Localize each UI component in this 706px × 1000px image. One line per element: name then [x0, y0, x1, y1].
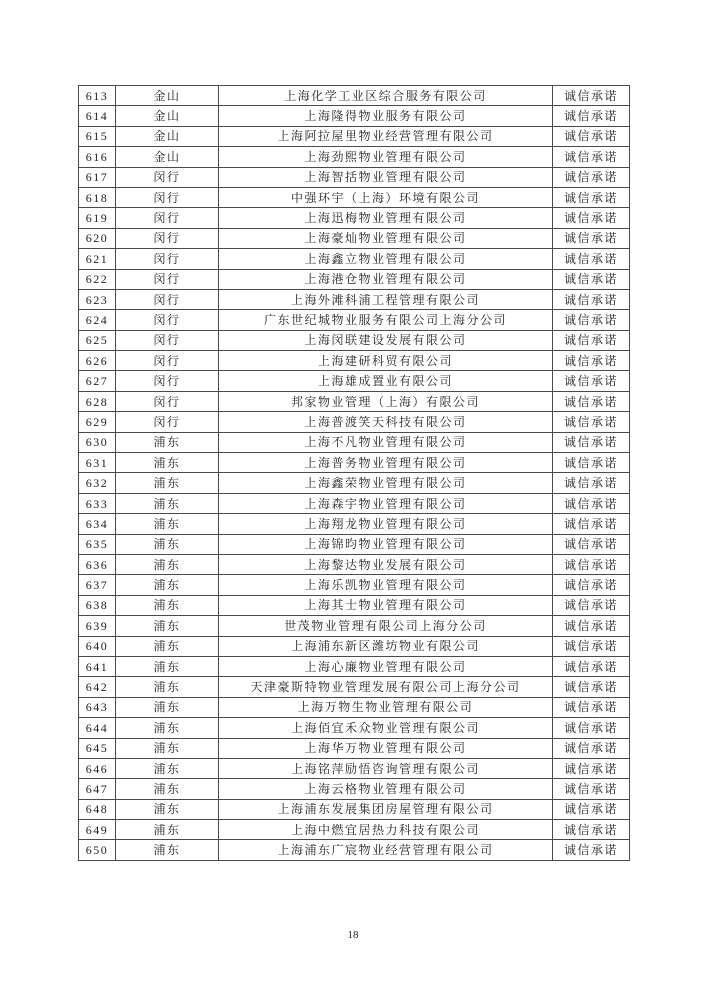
- district-cell: 金山: [116, 126, 219, 146]
- row-number-cell: 640: [79, 636, 116, 656]
- status-cell: 诚信承诺: [553, 656, 630, 676]
- status-cell: 诚信承诺: [553, 228, 630, 248]
- status-cell: 诚信承诺: [553, 187, 630, 207]
- status-cell: 诚信承诺: [553, 126, 630, 146]
- district-cell: 浦东: [116, 677, 219, 697]
- row-number-cell: 639: [79, 616, 116, 636]
- company-name-cell: 上海铭萍励悟咨询管理有限公司: [219, 758, 553, 778]
- table-row: [79, 595, 630, 615]
- row-number-cell: 616: [79, 147, 116, 167]
- district-cell: 浦东: [116, 636, 219, 656]
- company-name-cell: 天津豪斯特物业管理发展有限公司上海分公司: [219, 677, 553, 697]
- district-cell: 浦东: [116, 554, 219, 574]
- company-roster-table: [78, 85, 630, 861]
- district-cell: 闵行: [116, 351, 219, 371]
- district-cell: 闵行: [116, 310, 219, 330]
- company-name-cell: 上海港仓物业管理有限公司: [219, 269, 553, 289]
- district-cell: 闵行: [116, 208, 219, 228]
- table-row: [79, 412, 630, 432]
- status-cell: 诚信承诺: [553, 167, 630, 187]
- row-number-cell: 650: [79, 840, 116, 860]
- table-row: [79, 126, 630, 146]
- table-row: [79, 351, 630, 371]
- district-cell: 闵行: [116, 330, 219, 350]
- row-number-cell: 613: [79, 86, 116, 106]
- table-row: [79, 208, 630, 228]
- table-row: [79, 453, 630, 473]
- company-name-cell: 上海阿拉屋里物业经营管理有限公司: [219, 126, 553, 146]
- row-number-cell: 635: [79, 534, 116, 554]
- row-number-cell: 643: [79, 697, 116, 717]
- row-number-cell: 615: [79, 126, 116, 146]
- table-row: [79, 167, 630, 187]
- table-row: [79, 432, 630, 452]
- company-name-cell: 上海森宇物业管理有限公司: [219, 493, 553, 513]
- company-name-cell: 上海迅梅物业管理有限公司: [219, 208, 553, 228]
- status-cell: 诚信承诺: [553, 208, 630, 228]
- table-row: [79, 330, 630, 350]
- row-number-cell: 634: [79, 514, 116, 534]
- district-cell: 闵行: [116, 371, 219, 391]
- status-cell: 诚信承诺: [553, 269, 630, 289]
- district-cell: 浦东: [116, 534, 219, 554]
- status-cell: 诚信承诺: [553, 595, 630, 615]
- row-number-cell: 637: [79, 575, 116, 595]
- row-number-cell: 630: [79, 432, 116, 452]
- status-cell: 诚信承诺: [553, 636, 630, 656]
- company-name-cell: 上海锦昀物业管理有限公司: [219, 534, 553, 554]
- row-number-cell: 622: [79, 269, 116, 289]
- table-row: [79, 677, 630, 697]
- district-cell: 浦东: [116, 840, 219, 860]
- district-cell: 浦东: [116, 616, 219, 636]
- district-cell: 闵行: [116, 187, 219, 207]
- company-name-cell: 上海中燃宜居热力科技有限公司: [219, 820, 553, 840]
- row-number-cell: 645: [79, 738, 116, 758]
- company-name-cell: 上海隆得物业服务有限公司: [219, 106, 553, 126]
- row-number-cell: 618: [79, 187, 116, 207]
- status-cell: 诚信承诺: [553, 534, 630, 554]
- company-name-cell: 上海普渡笑天科技有限公司: [219, 412, 553, 432]
- row-number-cell: 629: [79, 412, 116, 432]
- company-name-cell: 上海外滩科浦工程管理有限公司: [219, 289, 553, 309]
- status-cell: 诚信承诺: [553, 391, 630, 411]
- table-row: [79, 514, 630, 534]
- status-cell: 诚信承诺: [553, 249, 630, 269]
- status-cell: 诚信承诺: [553, 697, 630, 717]
- district-cell: 浦东: [116, 493, 219, 513]
- district-cell: 浦东: [116, 595, 219, 615]
- status-cell: 诚信承诺: [553, 412, 630, 432]
- district-cell: 浦东: [116, 779, 219, 799]
- district-cell: 闵行: [116, 391, 219, 411]
- status-cell: 诚信承诺: [553, 473, 630, 493]
- page-number: 18: [347, 929, 359, 941]
- row-number-cell: 625: [79, 330, 116, 350]
- district-cell: 浦东: [116, 514, 219, 534]
- company-name-cell: 中强环宇（上海）环境有限公司: [219, 187, 553, 207]
- company-name-cell: 上海不凡物业管理有限公司: [219, 432, 553, 452]
- status-cell: 诚信承诺: [553, 86, 630, 106]
- company-name-cell: 上海其士物业管理有限公司: [219, 595, 553, 615]
- table-row: [79, 758, 630, 778]
- status-cell: 诚信承诺: [553, 779, 630, 799]
- status-cell: 诚信承诺: [553, 493, 630, 513]
- district-cell: 浦东: [116, 820, 219, 840]
- table-row: [79, 249, 630, 269]
- table-row: [79, 636, 630, 656]
- district-cell: 浦东: [116, 718, 219, 738]
- district-cell: 浦东: [116, 758, 219, 778]
- status-cell: 诚信承诺: [553, 738, 630, 758]
- status-cell: 诚信承诺: [553, 820, 630, 840]
- status-cell: 诚信承诺: [553, 330, 630, 350]
- table-row: [79, 554, 630, 574]
- row-number-cell: 626: [79, 351, 116, 371]
- row-number-cell: 623: [79, 289, 116, 309]
- district-cell: 浦东: [116, 575, 219, 595]
- table-row: [79, 493, 630, 513]
- status-cell: 诚信承诺: [553, 840, 630, 860]
- table-row: [79, 575, 630, 595]
- row-number-cell: 633: [79, 493, 116, 513]
- table-row: [79, 310, 630, 330]
- status-cell: 诚信承诺: [553, 677, 630, 697]
- company-name-cell: 上海建研科贸有限公司: [219, 351, 553, 371]
- company-name-cell: 上海闵联建设发展有限公司: [219, 330, 553, 350]
- table-row: [79, 718, 630, 738]
- row-number-cell: 614: [79, 106, 116, 126]
- status-cell: 诚信承诺: [553, 453, 630, 473]
- company-name-cell: 上海黎达物业发展有限公司: [219, 554, 553, 574]
- status-cell: 诚信承诺: [553, 106, 630, 126]
- row-number-cell: 642: [79, 677, 116, 697]
- table-row: [79, 534, 630, 554]
- table-row: [79, 86, 630, 106]
- company-name-cell: 上海万物生物业管理有限公司: [219, 697, 553, 717]
- district-cell: 闵行: [116, 167, 219, 187]
- company-name-cell: 上海心廉物业管理有限公司: [219, 656, 553, 676]
- table-row: [79, 391, 630, 411]
- district-cell: 浦东: [116, 697, 219, 717]
- status-cell: 诚信承诺: [553, 758, 630, 778]
- table-row: [79, 147, 630, 167]
- company-name-cell: 上海浦东新区潍坊物业有限公司: [219, 636, 553, 656]
- company-name-cell: 世茂物业管理有限公司上海分公司: [219, 616, 553, 636]
- district-cell: 金山: [116, 86, 219, 106]
- table-row: [79, 697, 630, 717]
- district-cell: 闵行: [116, 269, 219, 289]
- status-cell: 诚信承诺: [553, 289, 630, 309]
- district-cell: 闵行: [116, 228, 219, 248]
- company-name-cell: 上海浦东广宸物业经营管理有限公司: [219, 840, 553, 860]
- company-name-cell: 上海华万物业管理有限公司: [219, 738, 553, 758]
- status-cell: 诚信承诺: [553, 718, 630, 738]
- row-number-cell: 638: [79, 595, 116, 615]
- table-row: [79, 799, 630, 819]
- district-cell: 闵行: [116, 412, 219, 432]
- row-number-cell: 647: [79, 779, 116, 799]
- company-name-cell: 上海翔龙物业管理有限公司: [219, 514, 553, 534]
- row-number-cell: 646: [79, 758, 116, 778]
- status-cell: 诚信承诺: [553, 351, 630, 371]
- district-cell: 浦东: [116, 799, 219, 819]
- district-cell: 浦东: [116, 432, 219, 452]
- row-number-cell: 627: [79, 371, 116, 391]
- table-row: [79, 289, 630, 309]
- table-body: [79, 86, 630, 861]
- status-cell: 诚信承诺: [553, 799, 630, 819]
- company-name-cell: 上海智括物业管理有限公司: [219, 167, 553, 187]
- table-row: [79, 820, 630, 840]
- company-name-cell: 上海鑫荣物业管理有限公司: [219, 473, 553, 493]
- company-name-cell: 上海豪灿物业管理有限公司: [219, 228, 553, 248]
- row-number-cell: 621: [79, 249, 116, 269]
- company-name-cell: 广东世纪城物业服务有限公司上海分公司: [219, 310, 553, 330]
- district-cell: 金山: [116, 147, 219, 167]
- status-cell: 诚信承诺: [553, 371, 630, 391]
- district-cell: 闵行: [116, 289, 219, 309]
- status-cell: 诚信承诺: [553, 616, 630, 636]
- district-cell: 浦东: [116, 473, 219, 493]
- row-number-cell: 617: [79, 167, 116, 187]
- table-row: [79, 616, 630, 636]
- company-name-cell: 邦家物业管理（上海）有限公司: [219, 391, 553, 411]
- row-number-cell: 632: [79, 473, 116, 493]
- company-name-cell: 上海乐凯物业管理有限公司: [219, 575, 553, 595]
- table-row: [79, 269, 630, 289]
- company-name-cell: 上海浦东发展集团房屋管理有限公司: [219, 799, 553, 819]
- row-number-cell: 631: [79, 453, 116, 473]
- row-number-cell: 620: [79, 228, 116, 248]
- company-name-cell: 上海普务物业管理有限公司: [219, 453, 553, 473]
- district-cell: 浦东: [116, 738, 219, 758]
- row-number-cell: 641: [79, 656, 116, 676]
- company-name-cell: 上海劲熙物业管理有限公司: [219, 147, 553, 167]
- status-cell: 诚信承诺: [553, 514, 630, 534]
- company-name-cell: 上海云格物业管理有限公司: [219, 779, 553, 799]
- table-row: [79, 106, 630, 126]
- table-row: [79, 473, 630, 493]
- status-cell: 诚信承诺: [553, 310, 630, 330]
- status-cell: 诚信承诺: [553, 147, 630, 167]
- status-cell: 诚信承诺: [553, 554, 630, 574]
- row-number-cell: 648: [79, 799, 116, 819]
- row-number-cell: 644: [79, 718, 116, 738]
- status-cell: 诚信承诺: [553, 432, 630, 452]
- district-cell: 金山: [116, 106, 219, 126]
- row-number-cell: 624: [79, 310, 116, 330]
- table-row: [79, 656, 630, 676]
- row-number-cell: 628: [79, 391, 116, 411]
- row-number-cell: 649: [79, 820, 116, 840]
- table-row: [79, 738, 630, 758]
- table-row: [79, 840, 630, 860]
- company-name-cell: 上海鑫立物业管理有限公司: [219, 249, 553, 269]
- table-row: [79, 228, 630, 248]
- row-number-cell: 619: [79, 208, 116, 228]
- company-name-cell: 上海化学工业区综合服务有限公司: [219, 86, 553, 106]
- district-cell: 浦东: [116, 656, 219, 676]
- table-row: [79, 187, 630, 207]
- table-row: [79, 371, 630, 391]
- district-cell: 浦东: [116, 453, 219, 473]
- table-row: [79, 779, 630, 799]
- company-name-cell: 上海雄成置业有限公司: [219, 371, 553, 391]
- status-cell: 诚信承诺: [553, 575, 630, 595]
- row-number-cell: 636: [79, 554, 116, 574]
- company-name-cell: 上海佰宜禾众物业管理有限公司: [219, 718, 553, 738]
- district-cell: 闵行: [116, 249, 219, 269]
